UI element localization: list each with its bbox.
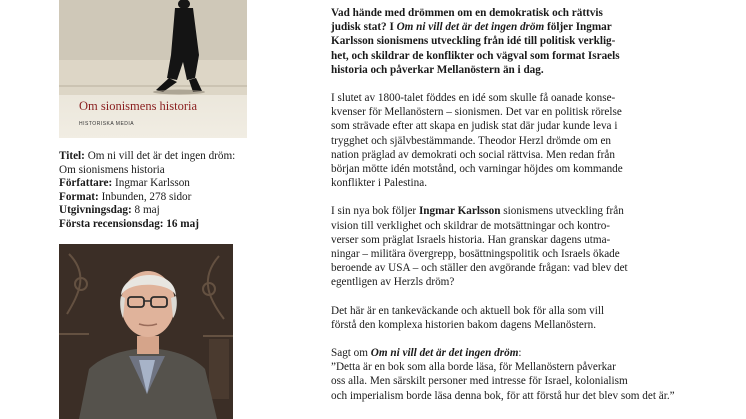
meta-release-value: 8 maj <box>134 204 160 217</box>
paragraph-recommendation <box>331 304 691 332</box>
p2-line-3: verser som präglat Israels historia. Han granskar dagens utma- <box>331 233 611 246</box>
p3-line-1: Det här är en tankeväckande och aktuell bok för alla som vill <box>331 304 605 317</box>
cover-title: Om sionismens historia <box>79 99 198 113</box>
book-cover <box>59 0 247 138</box>
meta-release-row <box>59 204 289 218</box>
p4-line-4: och imperialism borde läsa denna bok, för att förstå hur det blev som det är.” <box>331 389 675 402</box>
lead-line-2c: följer Ingmar <box>544 21 612 34</box>
lead-line-5: historia och påverkar Mellanöstern än i dag. <box>331 63 544 76</box>
author-photo <box>59 244 233 419</box>
p4-line-1c: : <box>518 347 522 360</box>
meta-review-row <box>59 218 289 232</box>
meta-format-label: Format: <box>59 190 99 203</box>
p4-book-title: Om ni vill det är det ingen dröm <box>370 347 519 360</box>
author-portrait-illustration <box>59 244 233 419</box>
p3-line-2: förstå den komplexa historien bakom dagens Mellanöstern. <box>331 318 597 331</box>
meta-format-row <box>59 191 289 205</box>
p2-line-4: ningar – militära övergrepp, bosättningspolitik och Israels ökade <box>331 248 620 261</box>
p1-line-4: trygghet och självbestämmande. Theodor Herzl drömde om en <box>331 134 612 147</box>
p1-line-1: I slutet av 1800-talet föddes en idé som skulle få oanade konse- <box>331 92 616 105</box>
p2-line-1c: sionismens utveckling från <box>500 205 624 218</box>
press-release-text <box>331 6 691 417</box>
book-metadata <box>59 150 289 232</box>
p1-line-2: kvenser för Mellanöstern – sionismen. Det var en politisk rörelse <box>331 106 622 119</box>
meta-title-label: Titel: <box>59 150 85 162</box>
meta-author-label: Författare: <box>59 177 113 190</box>
meta-title-value-line2: Om sionismens historia <box>59 163 165 176</box>
p2-line-2: vision till verklighet och skildrar de motsättningar och kontro- <box>331 219 611 232</box>
paragraph-background <box>331 91 691 190</box>
lead-book-title: Om ni vill det är det ingen dröm <box>396 21 545 34</box>
p4-line-2: ”Detta är en bok som alla borde läsa, för Mellanöstern påverkar <box>331 361 616 374</box>
paragraph-book-summary <box>331 204 691 289</box>
p2-line-1a: I sin nya bok följer <box>331 205 419 218</box>
p1-line-6: början mötte idén motstånd, och varningar höjdes om kommande <box>331 163 623 176</box>
meta-release-label: Utgivningsdag: <box>59 204 132 217</box>
meta-review-label: Första recensionsdag: 16 maj <box>59 217 199 230</box>
meta-title-row <box>59 150 289 164</box>
p1-line-7: konflikter i Palestina. <box>331 177 428 190</box>
meta-format-value: Inbunden, 278 sidor <box>101 190 192 203</box>
p1-line-5: nation präglad av demokrati och social rättvisa. Men redan från <box>331 148 615 161</box>
meta-title-value-line1: Om ni vill det är det ingen dröm: <box>87 150 236 162</box>
lead-paragraph <box>331 6 691 77</box>
cover-publisher: HISTORISKA MEDIA <box>79 121 135 127</box>
paragraph-quote <box>331 346 691 403</box>
lead-line-4: het, och skildrar de konflikter och vägval som format Israels <box>331 49 620 62</box>
cover-walking-figure-illustration <box>59 0 247 95</box>
p2-line-6: egentligen av Herzls dröm? <box>331 276 455 289</box>
lead-line-1: Vad hände med drömmen om en demokratisk och rättvis <box>331 7 603 19</box>
meta-author-value: Ingmar Karlsson <box>115 177 190 190</box>
p2-author-name: Ingmar Karlsson <box>418 205 501 218</box>
p4-line-3: oss alla. Men särskilt personer med intresse för Israel, kolonialism <box>331 375 628 388</box>
p4-line-1a: Sagt om <box>331 347 371 360</box>
lead-line-3: Karlsson sionismens utveckling från idé till politisk verklig- <box>331 35 616 48</box>
meta-author-row <box>59 177 289 191</box>
p2-line-5: beroende av USA – och ställer den avgörande frågan: vad blev det <box>331 262 628 275</box>
p1-line-3: som strävade efter att skapa en judisk stat där judar kunde leva i <box>331 120 618 133</box>
lead-line-2a: judisk stat? I <box>331 21 397 34</box>
